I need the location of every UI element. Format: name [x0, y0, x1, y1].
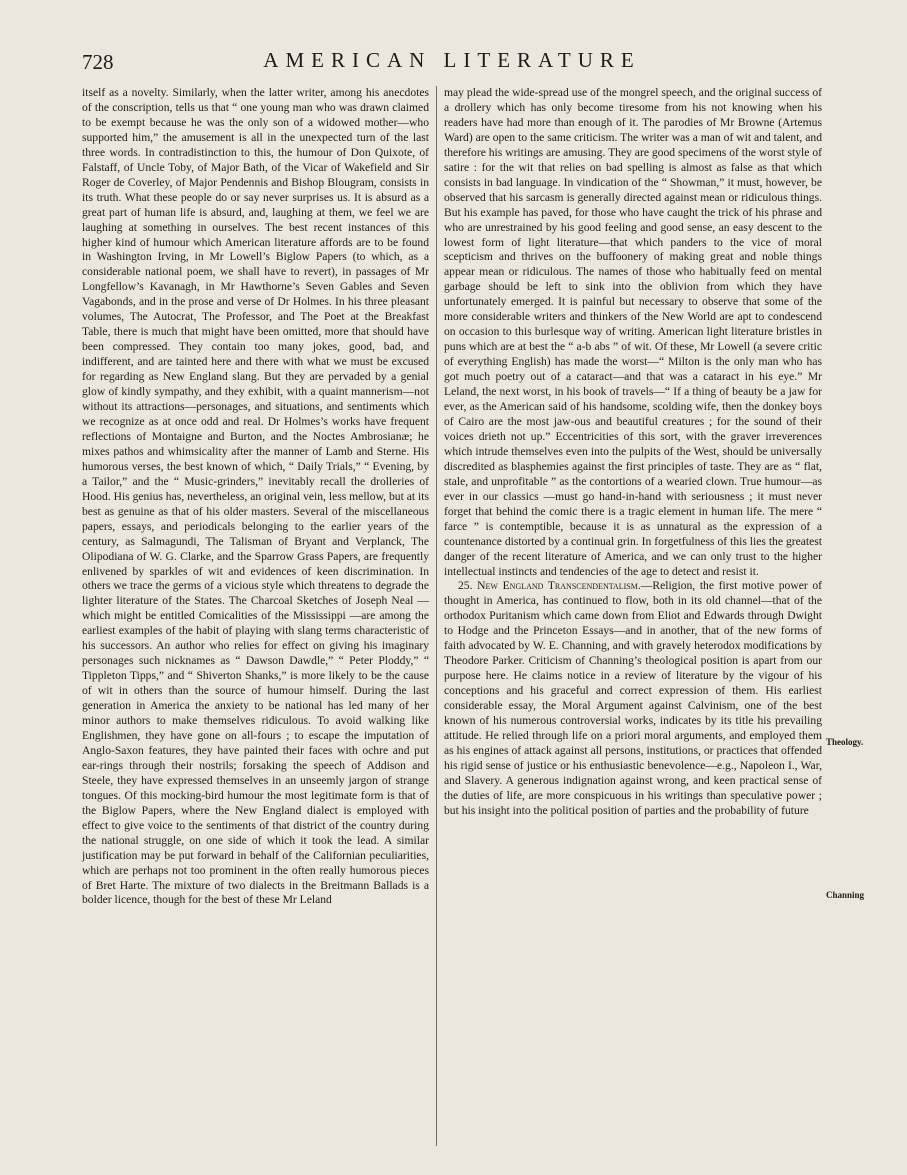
left-paragraph-1: itself as a novelty. Similarly, when the latter writer, among his anecdotes of the conscription, tells us that “ one young man who was drawn claimed to be exempt because he was the only son of a widowed mother—who supported him,” the amusement is all in the unexpected turn of the last three words. In contradistinction to this, the humour of Don Quixote, of Falstaff, of Uncle Toby, of Major Bath, of the Vicar of Wakefield and Sir Roger de Coverley, of Major Pendennis and Bishop Blougram, consists in its truth. What these people do or say never surprises us. It is absurd as a great part of human life is absurd, and, laughing at them, we feel we are laughing at something in ourselves. The best recent instances of this higher kind of humour which American literature affords are to be found in Washington Irving, in Mr Lowell’s Biglow Papers (to which, as a considerable national poem, we shall have to revert), in passages of Mr Longfellow’s Kavanagh, in Mr Hawthorne’s Seven Gables and Seven Vagabonds, and in the prose and verse of Dr Holmes. In his three pleasant volumes, The Autocrat, The Professor, and The Poet at the Breakfast Table, there is much that might have been omitted, more that should have been compressed. They contain too many jokes, good, bad, and indifferent, and are tainted here and there with what we must be excused for regarding as New England slang. But they are pervaded by a genial glow of kindly sympathy, and they exhibit, with a quaint mannerism—not without its attractions—personages, and situations, and sentiments which we recognize as at once odd and real. Dr Holmes’s works have frequent reflections of Montaigne and Burton, and the Noctes Ambrosianæ; he mixes pathos and whimsicality after the manner of Lamb and Sterne. His humorous verses, the best known of which, “ Daily Trials,” “ Evening, by a Tailor,” and the “ Music-grinders,” inevitably recall the drolleries of Hood. His genius has, nevertheless, an original vein, less mellow, but at its best as genuine as that of his older masters. Several of the miscellaneous papers, essays, and periodicals belonging to the earlier years of the century, as Salmagundi, The Talisman of Bryant and Verplanck, The Olipodiana of W. G. Clarke, and the Sparrow Grass Papers, are frequently enlivened by sparkles of wit and evidences of keen discrimination. In others we trace the germs of a vicious style which threatens to degrade the lighter literature of the States. The Charcoal Sketches of Joseph Neal —which might be entitled Comicalities of the Mississippi —are among the earliest examples of the habit of playing with slang terms characteristic of his successors. An author who relies for effect on giving his imaginary personages such nicknames as “ Dawson Dawdle,” “ Peter Ploddy,” “ Tippleton Tipps,” and “ Shiverton Shanks,” is more likely to be the cause of wit in others than the source of humour himself. During the last generation in America the anxiety to be national has led many of her minor authors to make themselves ridiculous. To avoid walking like Englishmen, they have gone on all-fours ; to escape the imputation of Anglo-Saxon features, they have painted their faces with ochre and put ear-rings through their nostrils; forsaking the speech of Addison and Steele, they have expressed themselves in an unseemly jargon of strange tongues. Of this mocking-bird humour the most legitimate form is that of the Biglow Papers, where the New England dialect is employed with effect to give voice to the sentiments of that district of the country during the national struggle, on one side of which it took the lead. A similar justification may be put forward in behalf of the Californian peculiarities, which are perhaps not too prominent in the often really humorous pieces of Bret Harte. The mixture of two dialects in the Breitmann Ballads is a bolder licence, though for the best of these Mr Leland — [82, 86, 429, 907]
right-column — [444, 86, 822, 819]
left-column — [82, 86, 429, 908]
right-paragraph-1: may plead the wide-spread use of the mongrel speech, and the original success of a drollery which has only become tiresome from his not knowing when his readers have had more than enough of it. The parodies of Mr Browne (Artemus Ward) are open to the same criticism. The writer was a man of wit and talent, and therefore his writings are amusing. They are good specimens of the worst style of satire : for the wit that relies on bad spelling is almost as false as that which consists in bad language. In vindication of the “ Showman,” it must, however, be observed that his sarcasm is generally directed against mean or ridiculous things. But his example has paved, for those who have caught the trick of his phrase and who are unrestrained by his good feeling and good sense, an easy descent to the lowest form of light literature—that which panders to the vice of moral scepticism and thrives on the buffoonery of making great and noble things appear mean or ridiculous. The names of those who habitually feed on mental garbage should be left to sink into the oblivion from which they have unfortunately emerged. It is painful but necessary to observe that some of the more considerable writers and thinkers of the New World are apt to condescend on occasion to this burlesque way of writing. American light literature bristles in puns which are at best the “ a-b abs ” of wit. Of these, Mr Lowell (a severe critic of everything English) has made the worst—“ Milton is the only man who has got much poetry out of a cataract—and that was a cataract in his eye.” Mr Leland, the next worst, in his book of travels—“ If a thing of beauty be a jaw for ever, as the American said of his handsome, scolding wife, then the donkey boys of Cairo are the most jaw-ous and beautiful creatures ; for the sound of their voices drieth not up.” Eccentricities of this sort, with the graver irreverences which intrude themselves even into the pulpits of the West, should be universally discredited as blasphemies against the first principles of taste. They are as “ flat, stale, and unprofitable ” as the contortions of a wearied clown. True humour—as ever in our classics —must go hand-in-hand with seriousness ; it must never forget that behind the comic there is a tragic element in human life. The mere “ farce ” is contemptible, because it is as unnatural as the expression of a countenance distorted by a continual grin. In forgetfulness of this lies the greatest danger of the recent literature of America, and we can only trust to the higher intellectual instincts and tendencies of the age to detect and resist it. — [444, 86, 822, 578]
section-heading: New England Transcendentalism. — [477, 579, 641, 593]
margin-note-channing: Channing — [826, 890, 865, 900]
page-number: 728 — [82, 50, 114, 74]
margin-note-theology: Theology. — [826, 737, 864, 747]
page-header — [82, 48, 822, 78]
section-number: 25. — [458, 579, 473, 593]
column-divider — [436, 86, 437, 1146]
section-body: —Religion, the first motive power of thought in America, has continued to flow, both in its old channel—that of the orthodox Puritanism which came down from Eliot and Edwards through Dwight to Hodge and the Princeton Essays—and in another, that of the new forms of faith advocated by W. E. Channing, and with gravely heterodox modifications by Theodore Parker. Criticism of Channing’s theological position is apart from our purpose here. He claims notice in a review of literature by the vigour of his conceptions and his graceful and correct expression of them. His earliest considerable essay, the Moral Argument against Calvinism, one of the best known of his numerous controversial works, indicates by its title his prevailing attitude. He relied through life on a priori moral arguments, and employed them as his engines of attack against all persons, institutions, or practices that offended his rigid sense of justice or his enthusiastic benevolence—e.g., Napoleon I., War, and Slavery. A generous indignation against wrong, and keen practical sense of the duties of life, are more conspicuous in his writings than speculative power ; but his insight into the political position of parties and the probability of future — [444, 579, 823, 817]
right-paragraph-2 — [444, 579, 822, 818]
running-title: AMERICAN LITERATURE — [263, 48, 641, 72]
